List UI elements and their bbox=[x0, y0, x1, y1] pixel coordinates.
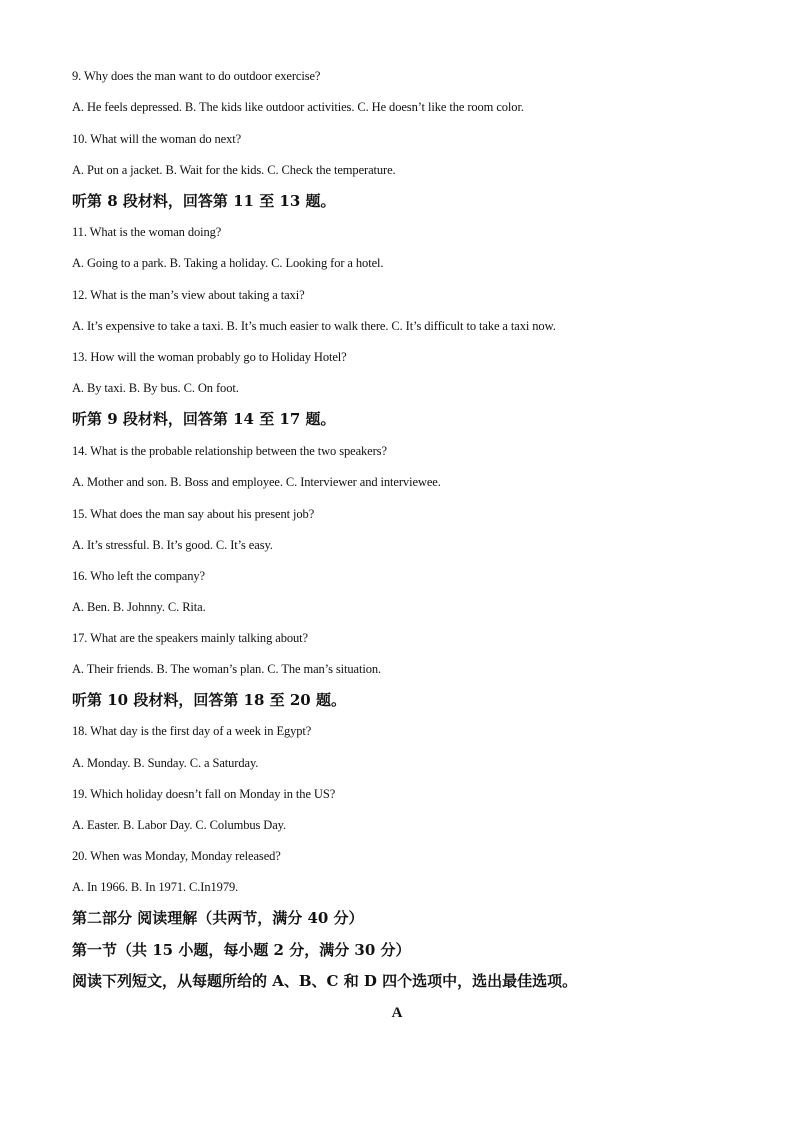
question-13: 13. How will the woman probably go to Holiday Hotel? bbox=[72, 350, 347, 364]
options-12: A. It’s expensive to take a taxi. B. It’s much easier to walk there. C. It’s difficult to take a taxi now. bbox=[72, 319, 556, 333]
question-9: 9. Why does the man want to do outdoor exercise? bbox=[72, 69, 321, 83]
options-19: A. Easter. B. Labor Day. C. Columbus Day. bbox=[72, 818, 287, 832]
part-two-heading: 第二部分 阅读理解（共两节，满分 40 分） bbox=[72, 909, 364, 927]
section-heading-8: 听第 8 段材料，回答第 11 至 13 题。 bbox=[72, 192, 336, 210]
question-18: 18. What day is the first day of a week in Egypt? bbox=[72, 724, 312, 738]
question-16: 16. Who left the company? bbox=[72, 569, 205, 583]
options-9: A. He feels depressed. B. The kids like outdoor activities. C. He doesn’t like the room color. bbox=[72, 100, 524, 114]
section-one-heading: 第一节（共 15 小题，每小题 2 分，满分 30 分） bbox=[72, 941, 411, 959]
options-10: A. Put on a jacket. B. Wait for the kids. C. Check the temperature. bbox=[72, 163, 396, 177]
question-19: 19. Which holiday doesn’t fall on Monday in the US? bbox=[72, 787, 336, 801]
question-10: 10. What will the woman do next? bbox=[72, 132, 242, 146]
passage-label-a: A bbox=[391, 1005, 403, 1021]
options-17: A. Their friends. B. The woman’s plan. C. The man’s situation. bbox=[72, 662, 382, 676]
question-14: 14. What is the probable relationship between the two speakers? bbox=[72, 444, 387, 458]
question-11: 11. What is the woman doing? bbox=[72, 225, 222, 239]
question-17: 17. What are the speakers mainly talking about? bbox=[72, 631, 308, 645]
options-11: A. Going to a park. B. Taking a holiday. C. Looking for a hotel. bbox=[72, 256, 384, 270]
options-16: A. Ben. B. Johnny. C. Rita. bbox=[72, 600, 206, 614]
question-15: 15. What does the man say about his present job? bbox=[72, 507, 315, 521]
section-heading-9: 听第 9 段材料，回答第 14 至 17 题。 bbox=[72, 410, 336, 428]
options-20: A. In 1966. B. In 1971. C.In1979. bbox=[72, 880, 239, 894]
instructions: 阅读下列短文，从每题所给的 A、B、C 和 D 四个选项中，选出最佳选项。 bbox=[72, 972, 578, 990]
section-heading-10: 听第 10 段材料，回答第 18 至 20 题。 bbox=[72, 691, 346, 709]
options-13: A. By taxi. B. By bus. C. On foot. bbox=[72, 381, 239, 395]
options-15: A. It’s stressful. B. It’s good. C. It’s easy. bbox=[72, 538, 273, 552]
question-20: 20. When was Monday, Monday released? bbox=[72, 849, 281, 863]
options-14: A. Mother and son. B. Boss and employee. C. Interviewer and interviewee. bbox=[72, 475, 441, 489]
question-12: 12. What is the man’s view about taking a taxi? bbox=[72, 288, 305, 302]
options-18: A. Monday. B. Sunday. C. a Saturday. bbox=[72, 756, 259, 770]
